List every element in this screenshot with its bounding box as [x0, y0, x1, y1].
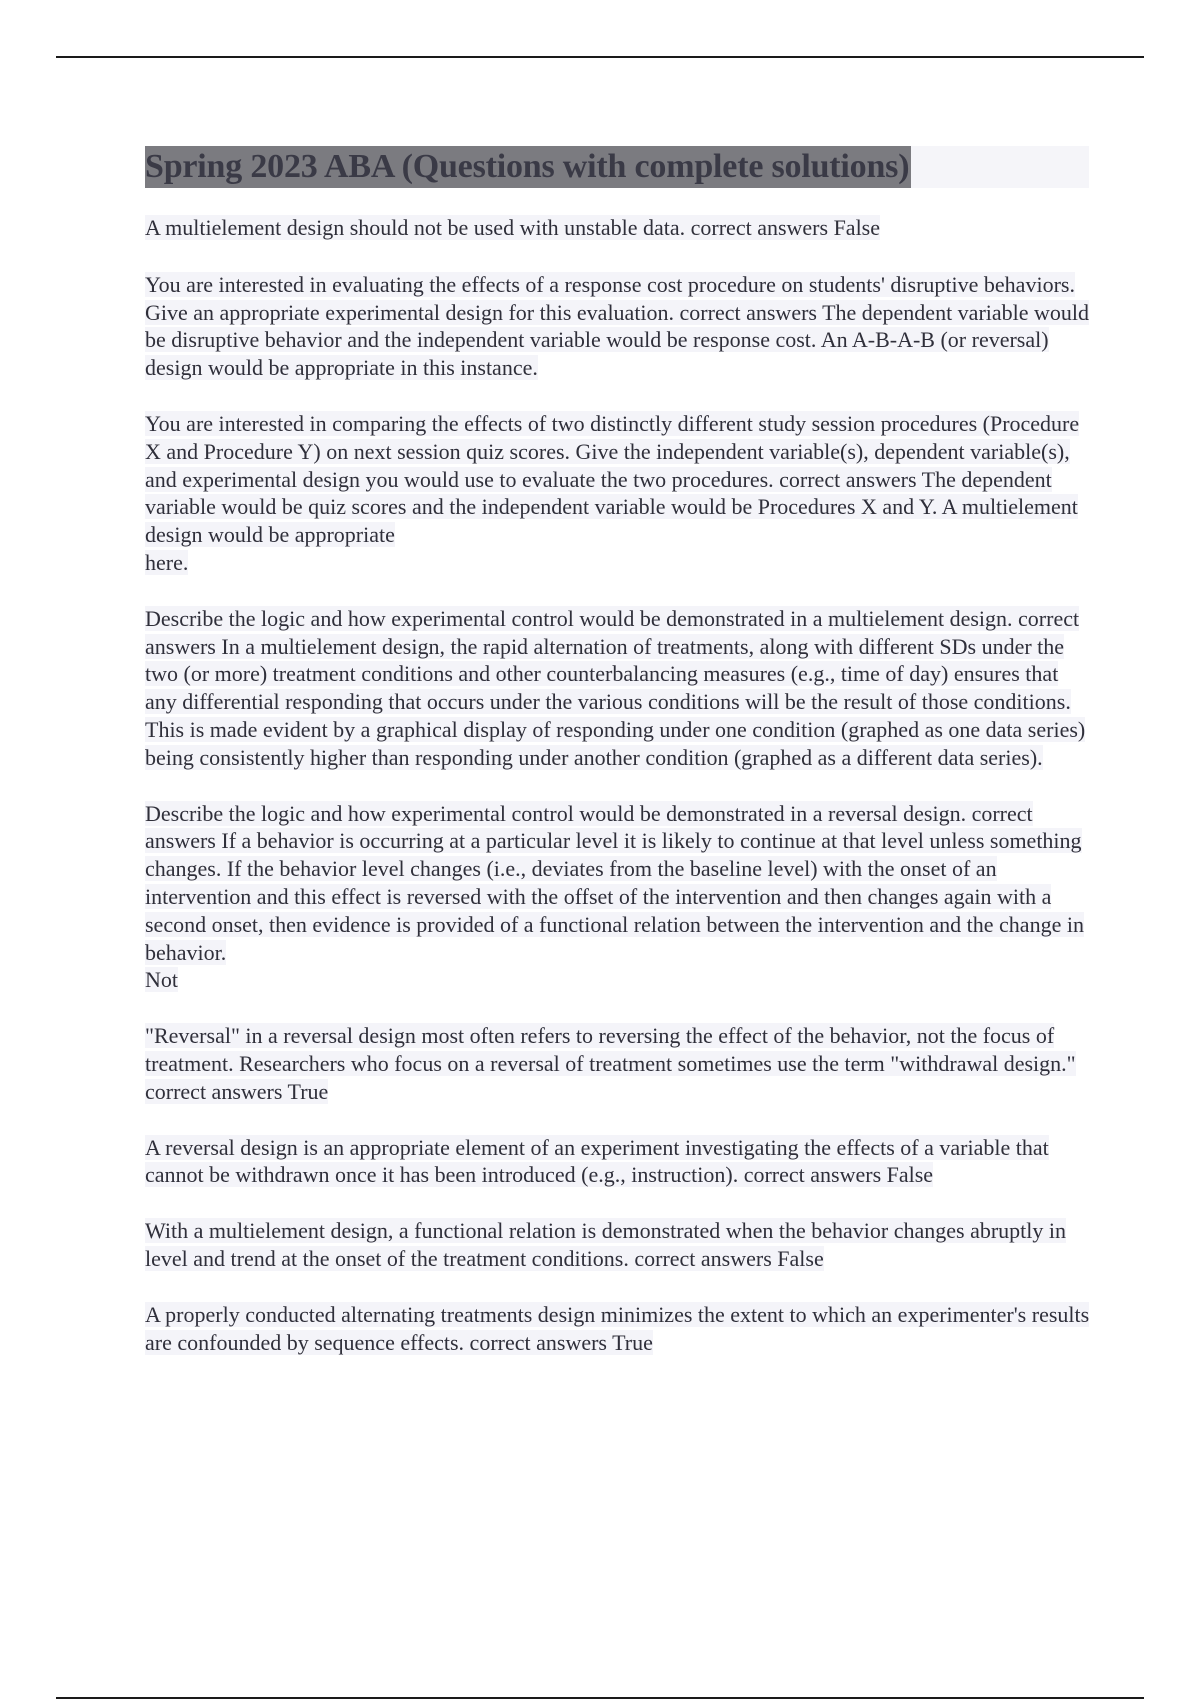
paragraph-3	[145, 410, 1090, 577]
paragraph-7	[145, 1134, 1090, 1190]
paragraph-6	[145, 1022, 1090, 1105]
paragraph-8	[145, 1217, 1090, 1273]
paragraph-1-text: A multielement design should not be used with unstable data. correct answers False	[145, 215, 881, 240]
top-rule	[56, 56, 1144, 58]
document-body	[145, 214, 1090, 1384]
paragraph-3-text: You are interested in comparing the effects of two distinctly different study session procedures (Procedure X and Procedure Y) on next session quiz scores. Give the independent variable(s), dependent variable(s), and experimental design you would use to evaluate the two procedures. correct answers The dependent variable would be quiz scores and the independent variable would be Procedures X and Y. A multielement design would be appropriate	[145, 410, 1080, 548]
paragraph-4-text: Describe the logic and how experimental control would be demonstrated in a multielement design. correct answers In a multielement design, the rapid alternation of treatments, along with different SDs under the two (or more) treatment conditions and other counterbalancing measures (e.g., time of day) ensures that any differential responding that occurs under the various conditions will be the result of those conditions. This is made evident by a graphical display of responding under one condition (graphed as one data series) being consistently higher than responding under another condition (graphed as a different data series).	[145, 605, 1086, 770]
paragraph-3-tail: here.	[145, 549, 189, 575]
paragraph-8-text: With a multielement design, a functional relation is demonstrated when the behavior changes abruptly in level and trend at the onset of the treatment conditions. correct answers False	[145, 1218, 1067, 1271]
paragraph-2	[145, 271, 1090, 382]
document-title: Spring 2023 ABA (Questions with complete solutions)	[145, 146, 911, 188]
paragraph-9	[145, 1301, 1090, 1357]
paragraph-2-text: You are interested in evaluating the effects of a response cost procedure on students' disruptive behaviors. Give an appropriate experimental design for this evaluation. correct answers The dependent variable would be disruptive behavior and the independent variable would be response cost. An A-B-A-B (or reversal) design would be appropriate in this instance.	[145, 271, 1090, 381]
paragraph-5-tail: Not	[145, 967, 178, 993]
paragraph-1	[145, 214, 1090, 242]
bottom-rule	[56, 1697, 1144, 1699]
paragraph-9-text: A properly conducted alternating treatments design minimizes the extent to which an experimenter's results are confounded by sequence effects. correct answers True	[145, 1301, 1090, 1355]
paragraph-5	[145, 800, 1090, 995]
paragraph-4	[145, 605, 1090, 772]
paragraph-6-text: "Reversal" in a reversal design most often refers to reversing the effect of the behavior, not the focus of treatment. Researchers who focus on a reversal of treatment sometimes use the term "withdrawal design." correct answers True	[145, 1023, 1076, 1104]
paragraph-7-text: A reversal design is an appropriate element of an experiment investigating the effects of a variable that cannot be withdrawn once it has been introduced (e.g., instruction). correct answers False	[145, 1134, 1049, 1188]
paragraph-5-text: Describe the logic and how experimental control would be demonstrated in a reversal design. correct answers If a behavior is occurring at a particular level it is likely to continue at that level unless something changes. If the behavior level changes (i.e., deviates from the baseline level) with the onset of an intervention and this effect is reversed with the offset of the intervention and then changes again with a second onset, then evidence is provided of a functional relation between the intervention and the change in behavior.	[145, 800, 1084, 965]
